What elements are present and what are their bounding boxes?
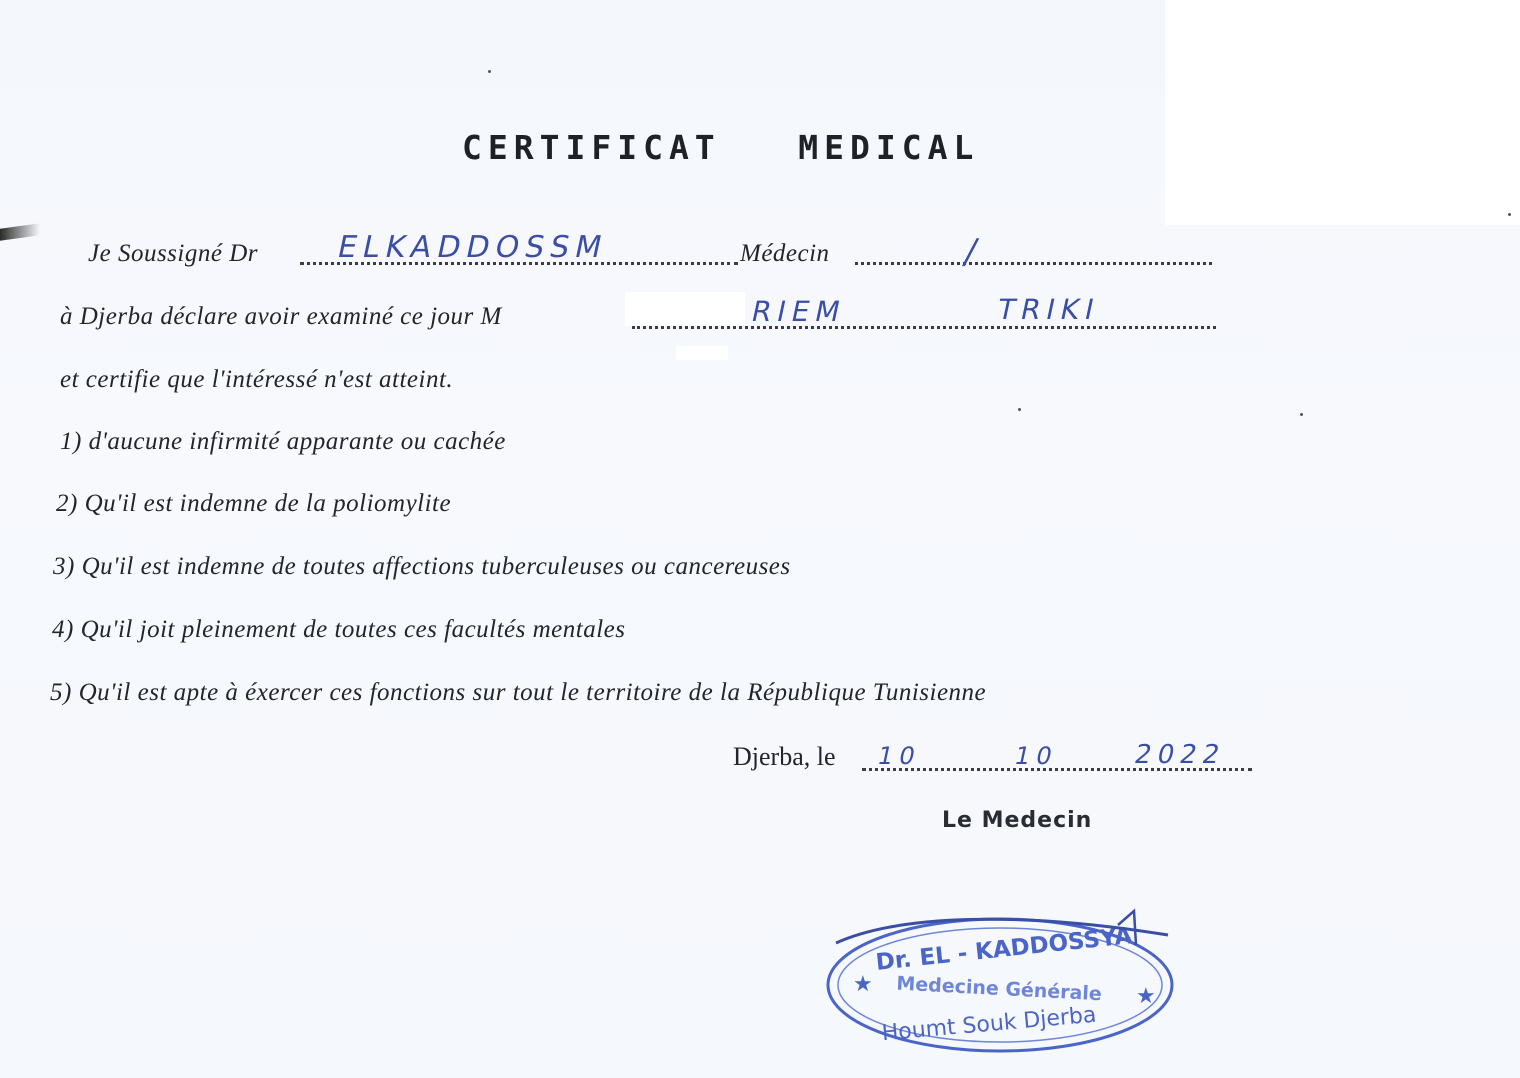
stamp-specialty: Medecine Générale <box>895 972 1103 1006</box>
handwritten-day: 10 <box>875 742 924 770</box>
scan-speck <box>488 70 491 73</box>
handwritten-doctor-name: ELKADDOSSM <box>334 230 611 265</box>
certificate-title: CERTIFICAT MEDICAL <box>462 128 980 167</box>
certification-item: 5) Qu'il est apte à éxercer ces fonctions sur tout le territoire de la République Tunisienne <box>50 679 987 706</box>
dotted-leader <box>855 262 1212 265</box>
handwritten-patient-last-name: TRIKI <box>994 293 1103 326</box>
dotted-leader <box>632 326 1216 329</box>
certify-line: et certifie que l'intéressé n'est atteint. <box>60 366 454 393</box>
handwritten-month: 10 <box>1012 742 1061 770</box>
certification-item: 1) d'aucune infirmité apparante ou cachée <box>60 428 506 455</box>
doctor-stamp <box>818 905 1188 1065</box>
redacted-area <box>676 346 728 360</box>
scan-edge-white <box>1165 0 1520 225</box>
handwritten-year: 2022 <box>1131 740 1229 770</box>
handwritten-patient-first-name: RIEM <box>748 295 850 328</box>
declaration-line-doctor <box>88 240 258 268</box>
date-label: Djerba, le <box>733 742 836 771</box>
medecin-label: Médecin <box>740 240 830 267</box>
scan-speck <box>1300 413 1303 416</box>
stamp-doctor-name: Dr. EL - KADDOSSYA <box>874 923 1134 976</box>
signatory-label: Le Medecin <box>942 808 1093 833</box>
declaration-prefix: Je Soussigné Dr <box>88 240 258 267</box>
scan-speck <box>1018 408 1021 411</box>
declaration-line-patient: à Djerba déclare avoir examiné ce jour M <box>60 303 502 330</box>
handwritten-slash: / <box>960 232 987 272</box>
redacted-area <box>625 292 745 326</box>
scan-corner-mark <box>0 223 40 241</box>
stamp-star-icon: ★ <box>853 972 873 997</box>
stamp-star-icon: ★ <box>1136 984 1156 1009</box>
certification-item: 3) Qu'il est indemne de toutes affections tuberculeuses ou cancereuses <box>53 553 791 580</box>
certification-item: 2) Qu'il est indemne de la poliomylite <box>56 490 452 517</box>
certification-item: 4) Qu'il joit pleinement de toutes ces facultés mentales <box>52 616 626 643</box>
scan-speck <box>1508 213 1511 216</box>
stamp-place: Houmt Souk Djerba <box>880 1002 1098 1047</box>
